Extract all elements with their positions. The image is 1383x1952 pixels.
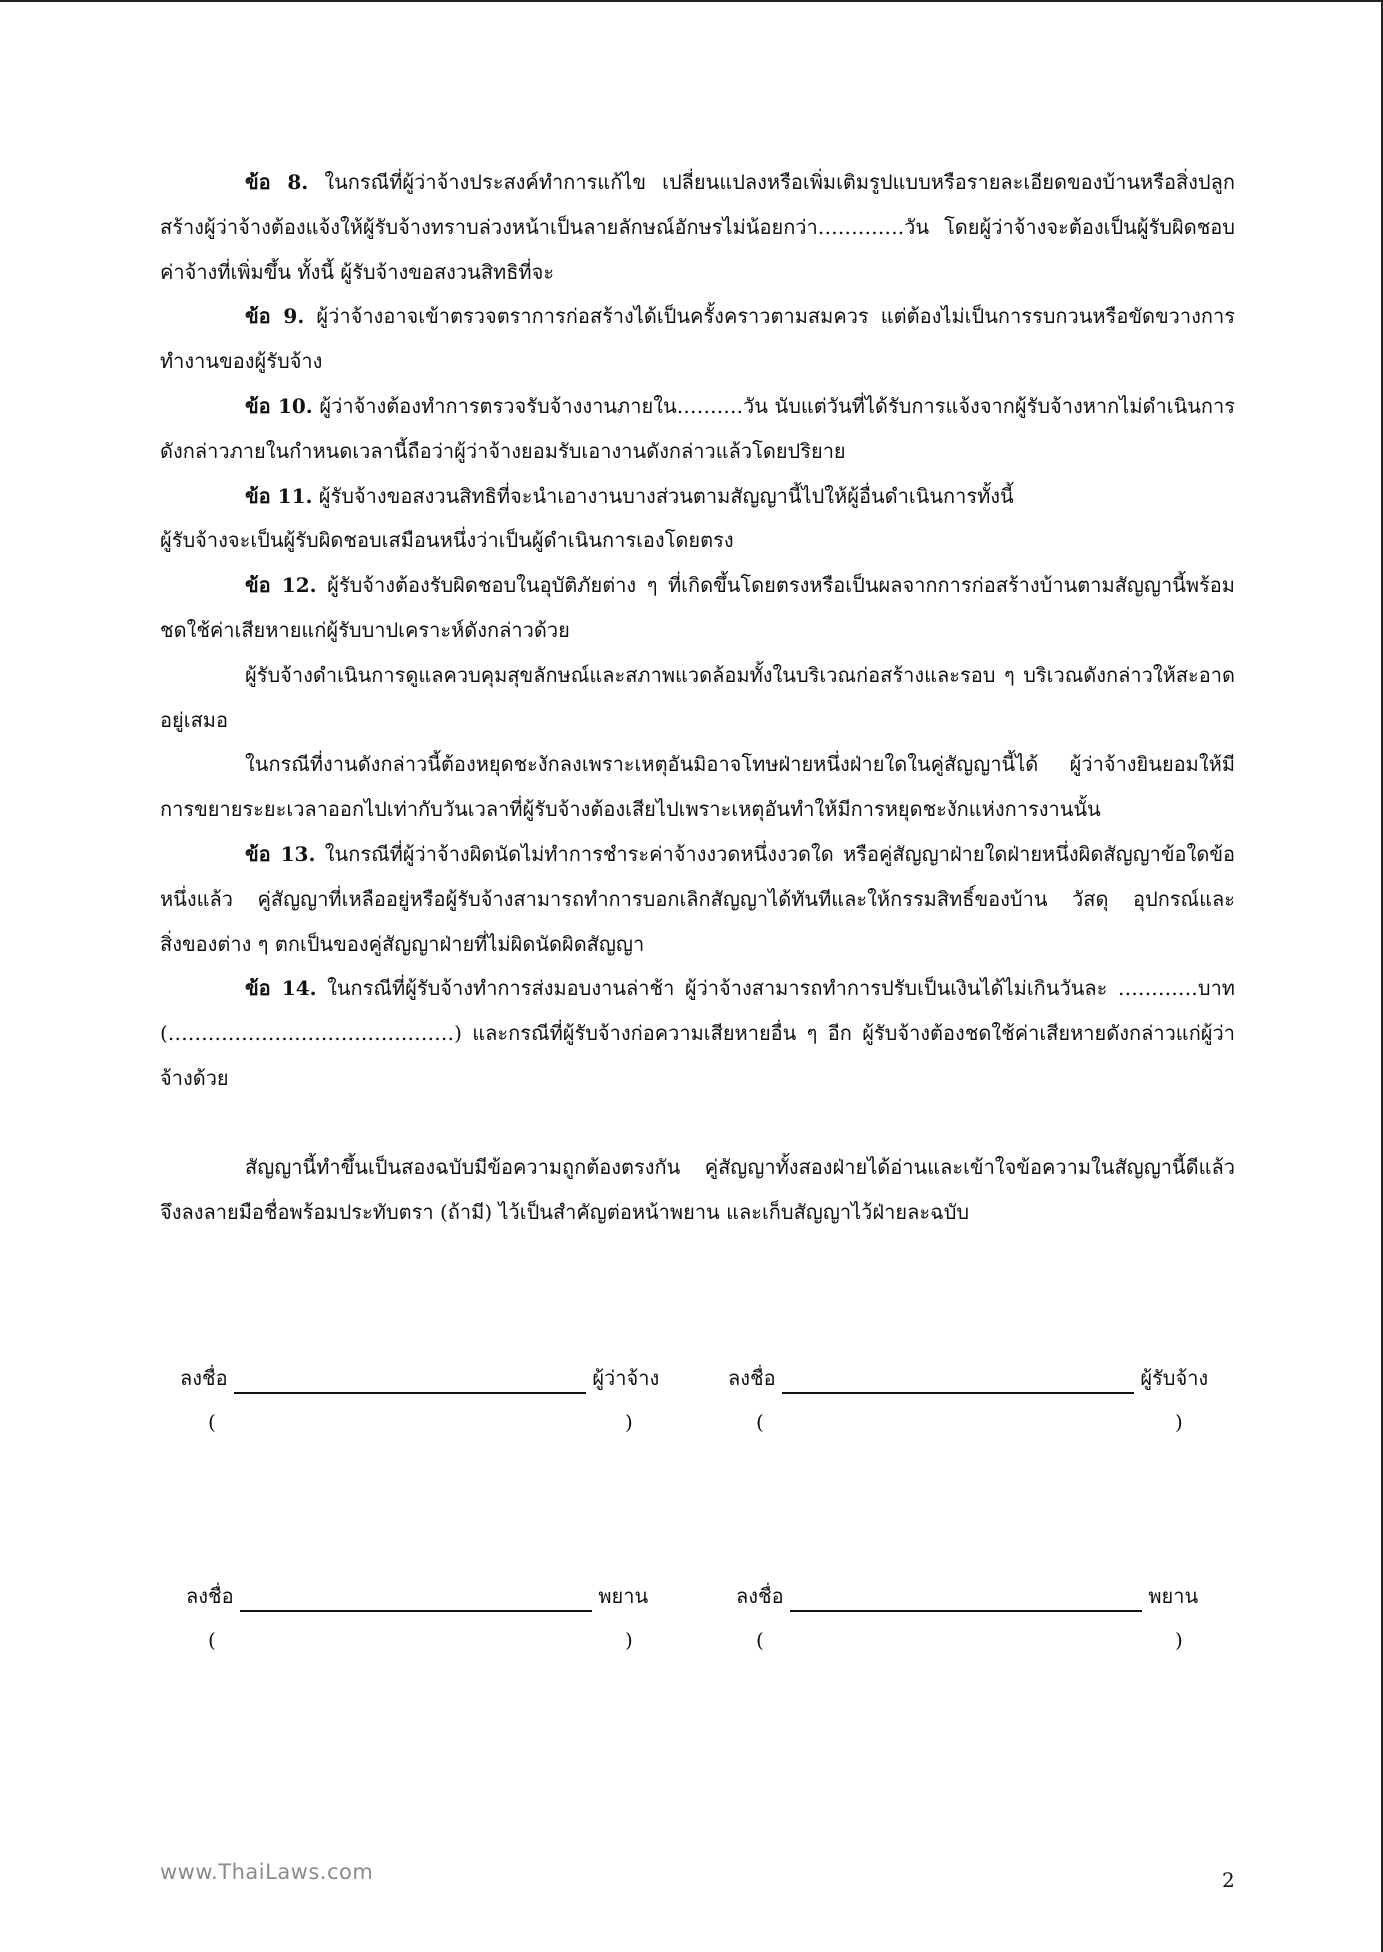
clause-13 <box>160 832 1235 966</box>
clause-number: ข้อ 14. <box>245 976 317 1001</box>
signature-line <box>234 1368 586 1394</box>
clause-text: ในกรณีที่งานดังกล่าวนี้ต้องหยุดชะงักลงเพราะเหตุอันมิอาจโทษฝ่ายหนึ่งฝ่ายใดในคู่สัญญานี้ได้ ผู้ว่าจ้างยินยอมให้มีการขยายระยะเวลาออกไปเท่ากับวันเวลาที่ผู้รับจ้างต้องเสียไปเพราะเหตุอันทำให้มีการหยุดชะงักแห่งการงานนั้น <box>160 752 1235 822</box>
role-label: พยาน <box>598 1584 649 1608</box>
close-paren: ) <box>625 1410 633 1434</box>
clause-text: ในกรณีที่ผู้ว่าจ้างประสงค์ทำการแก้ไข เปลี่ยนแปลงหรือเพิ่มเติมรูปแบบหรือรายละเอียดของบ้านหรือสิ่งปลูกสร้างผู้ว่าจ้างต้องแจ้งให้ผู้รับจ้างทราบล่วงหน้าเป็นลายลักษณ์อักษรไม่น้อยกว่า………….วัน โดยผู้ว่าจ้างจะต้องเป็นผู้รับผิดชอบค่าจ้างที่เพิ่มขึ้น ทั้งนี้ ผู้รับจ้างขอสงวนสิทธิที่จะ <box>160 170 1235 284</box>
page-border-top <box>0 0 1383 2</box>
signature-witness-1 <box>186 1580 648 1612</box>
clause-14 <box>160 966 1235 1100</box>
clause-10 <box>160 384 1235 474</box>
clause-text: ผู้รับจ้างต้องรับผิดชอบในอุบัติภัยต่าง ๆ ที่เกิดขึ้นโดยตรงหรือเป็นผลจากการก่อสร้างบ้านตามสัญญานี้พร้อมชดใช้ค่าเสียหายแก่ผู้รับบาปเคราะห์ดังกล่าวด้วย <box>160 573 1235 642</box>
sign-label: ลงชื่อ <box>728 1366 776 1390</box>
clause-number: ข้อ 13. <box>245 841 316 866</box>
role-label: ผู้รับจ้าง <box>1140 1366 1209 1390</box>
clause-text: ผู้รับจ้างดำเนินการดูแลควบคุมสุขลักษณ์และสภาพแวดล้อมทั้งในบริเวณก่อสร้างและรอบ ๆ บริเวณดังกล่าวให้สะอาดอยู่เสมอ <box>160 662 1235 732</box>
closing-statement <box>160 1145 1235 1235</box>
clause-text: ผู้ว่าจ้างต้องทำการตรวจรับจ้างงานภายใน……….วัน นับแต่วันที่ได้รับการแจ้งจากผู้รับจ้างหากไม่ดำเนินการดังกล่าวภายในกำหนดเวลานี้ถือว่าผู้ว่าจ้างยอมรับเอางานดังกล่าวแล้วโดยปริยาย <box>160 393 1235 463</box>
clause-number: ข้อ 11. <box>245 483 313 508</box>
clause-text: ผู้รับจ้างขอสงวนสิทธิที่จะนำเอางานบางส่วนตามสัญญานี้ไปให้ผู้อื่นดำเนินการทั้งนี้ <box>312 483 1014 508</box>
sign-label: ลงชื่อ <box>186 1584 234 1608</box>
clause-text-continued: ผู้รับจ้างจะเป็นผู้รับผิดชอบเสมือนหนึ่งว่าเป็นผู้ดำเนินการเองโดยตรง <box>160 528 734 553</box>
sign-label: ลงชื่อ <box>736 1584 784 1608</box>
clause-9 <box>160 294 1235 384</box>
clause-8 <box>160 160 1235 294</box>
signature-line <box>240 1586 592 1612</box>
close-paren: ) <box>1175 1410 1183 1434</box>
sign-label: ลงชื่อ <box>180 1366 228 1390</box>
clause-12-suspension <box>160 742 1235 832</box>
clause-text: ในกรณีที่ผู้รับจ้างทำการส่งมอบงานล่าช้า ผู้ว่าจ้างสามารถทำการปรับเป็นเงินได้ไม่เกินวันละ …………บาท (……………….……………………) และกรณีที่ผู้รับจ้างก่อความเสียหายอื่น ๆ อีก ผู้รับจ้างต้องชดใช้ค่าเสียหายดังกล่าวแก่ผู้ว่าจ้างด้วย <box>160 976 1235 1090</box>
role-label: พยาน <box>1148 1584 1199 1608</box>
signature-line <box>782 1368 1134 1394</box>
signature-witness-2 <box>736 1580 1198 1612</box>
clause-number: ข้อ 8. <box>245 170 309 194</box>
close-paren: ) <box>625 1628 633 1652</box>
clause-12 <box>160 563 1235 653</box>
clause-number: ข้อ 12. <box>245 573 317 598</box>
contract-body <box>160 160 1235 1234</box>
clause-number: ข้อ 9. <box>245 304 305 329</box>
open-paren: ( <box>756 1410 764 1434</box>
open-paren: ( <box>756 1628 764 1652</box>
open-paren: ( <box>208 1410 216 1434</box>
clause-number: ข้อ 10. <box>245 393 313 418</box>
signature-line <box>790 1586 1142 1612</box>
clause-11 <box>160 474 1235 564</box>
signature-employer <box>180 1362 659 1394</box>
closing-text: สัญญานี้ทำขึ้นเป็นสองฉบับมีข้อความถูกต้องตรงกัน คู่สัญญาทั้งสองฝ่ายได้อ่านและเข้าใจข้อความในสัญญานี้ดีแล้ว จึงลงลายมือชื่อพร้อมประทับตรา (ถ้ามี) ไว้เป็นสำคัญต่อหน้าพยาน และเก็บสัญญาไว้ฝ่ายละฉบับ <box>160 1154 1235 1224</box>
clause-12-hygiene <box>160 653 1235 743</box>
close-paren: ) <box>1175 1628 1183 1652</box>
clause-text: ผู้ว่าจ้างอาจเข้าตรวจตราการก่อสร้างได้เป็นครั้งคราวตามสมควร แต่ต้องไม่เป็นการรบกวนหรือขัดขวางการทำงานของผู้รับจ้าง <box>160 304 1235 374</box>
clause-text: ในกรณีที่ผู้ว่าจ้างผิดนัดไม่ทำการชำระค่าจ้างงวดหนึ่งงวดใด หรือคู่สัญญาฝ่ายใดฝ่ายหนึ่งผิดสัญญาข้อใดข้อหนึ่งแล้ว คู่สัญญาที่เหลืออยู่หรือผู้รับจ้างสามารถทำการบอกเลิกสัญญาได้ทันทีและให้กรรมสิทธิ์ของบ้าน วัสดุ อุปกรณ์และสิ่งของต่าง ๆ ตกเป็นของคู่สัญญาฝ่ายที่ไม่ผิดนัดผิดสัญญา <box>160 841 1235 956</box>
open-paren: ( <box>208 1628 216 1652</box>
signature-contractor <box>728 1362 1208 1394</box>
role-label: ผู้ว่าจ้าง <box>592 1366 660 1390</box>
footer-url: www.ThaiLaws.com <box>160 1860 374 1884</box>
page-number: 2 <box>1222 1868 1235 1892</box>
